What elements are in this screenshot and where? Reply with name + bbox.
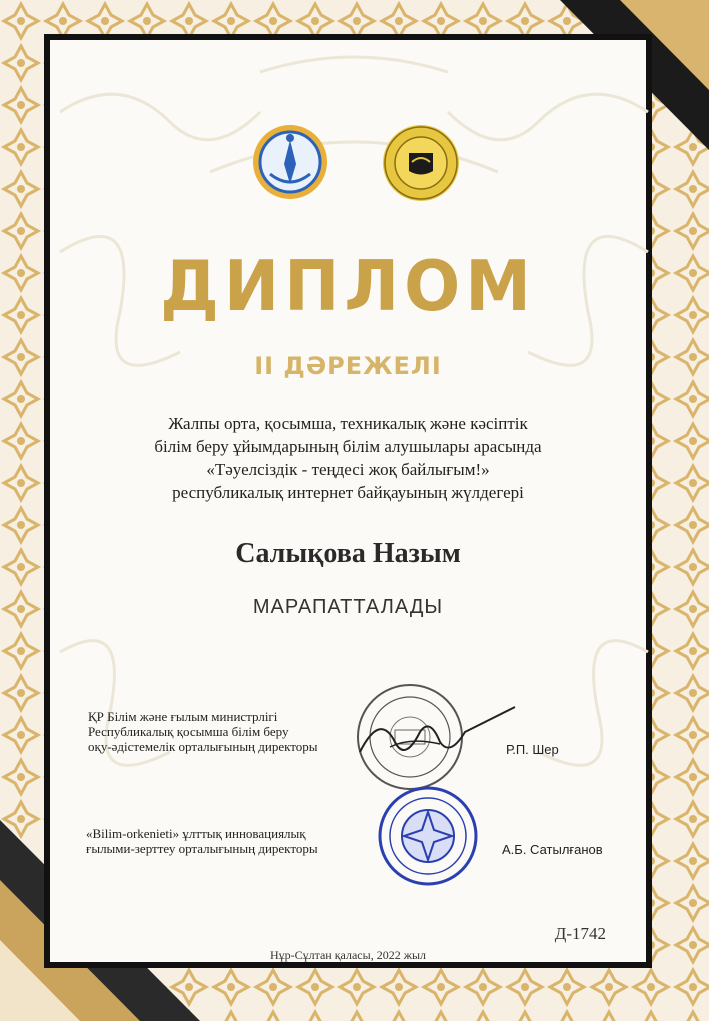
position-line: ҚР Білім және ғылым министрлігі <box>88 709 278 724</box>
diploma-title: ДИПЛОМ <box>160 246 536 327</box>
diploma-description <box>120 412 576 504</box>
description-line: Жалпы орта, қосымша, техникалық және кәсіптік <box>168 414 528 433</box>
ministry-logo-icon <box>252 124 328 200</box>
certificate-body <box>60 52 636 962</box>
bilim-orkenieti-logo-icon <box>382 124 460 202</box>
position-line: «Bilim-orkenieti» ұлттық инновациялық <box>86 826 306 841</box>
description-line: «Тәуелсіздік - теңдесі жоқ байлығым!» <box>206 460 490 479</box>
signer-name-2: А.Б. Сатылғанов <box>502 842 603 857</box>
position-line: оқу-әдістемелік орталығының директоры <box>88 739 318 754</box>
awarded-text: МАРАПАТТАЛАДЫ <box>252 596 444 618</box>
position-line: ғылыми-зерттеу орталығының директоры <box>86 841 318 856</box>
diploma-grade: II ДӘРЕЖЕЛІ <box>254 352 442 380</box>
signer-name-1: Р.П. Шер <box>506 742 559 757</box>
round-stamp-icon <box>378 786 478 886</box>
certificate-frame <box>44 34 652 968</box>
description-line: республикалық интернет байқауының жүлдегері <box>172 483 524 502</box>
signature-position-1 <box>88 709 378 754</box>
recipient-name: Салықова Назым <box>235 538 461 569</box>
position-line: Республикалық қосымша білім беру <box>88 724 289 739</box>
diploma-code: Д-1742 <box>554 924 606 943</box>
footer-location-year: Нұр-Сұлтан қаласы, 2022 жыл <box>269 948 427 962</box>
signature-position-2 <box>86 826 376 856</box>
description-line: білім беру ұйымдарының білім алушылары арасында <box>154 437 542 456</box>
